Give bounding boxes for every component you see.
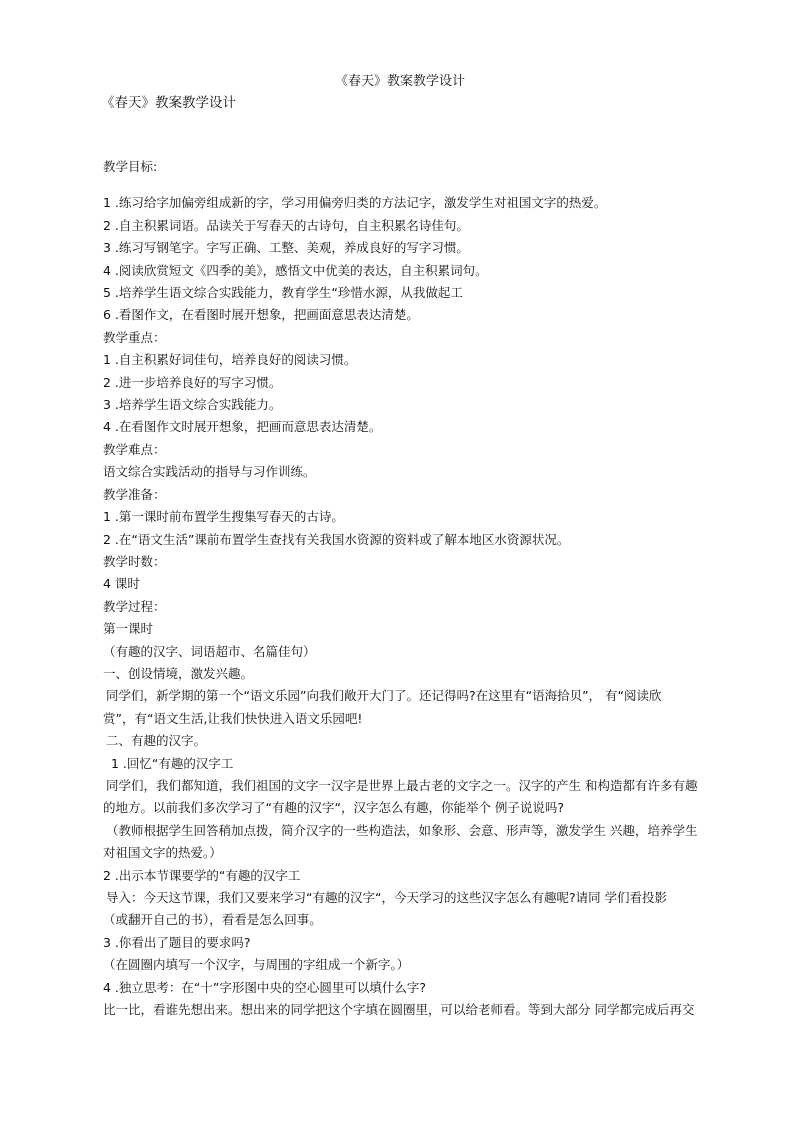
section-heading-key-points: 教学重点： (103, 329, 166, 345)
paragraph-text: 同学们，新学期的第一个“语文乐园”向我们敞开大门了。还记得吗?在这里有“语海拾贝”， 有“阅读欣 (106, 688, 662, 704)
paragraph-text: 对祖国文字的热爱。） (103, 845, 222, 861)
section-heading-objectives: 教学目标: (103, 159, 158, 174)
step-heading: 一、创设情境，激发兴趣。 (103, 665, 254, 681)
objective-item: 3 .练习写钢笔字。字写正确、工整、美观，养成良好的写字习惯。 (103, 240, 469, 256)
key-point-item: 3 .培养学生语文综合实践能力。 (103, 397, 282, 413)
hours-value: 4 课时 (103, 576, 140, 592)
paragraph-text: 导入：今天这节课，我们又要来学习“有趣的汉字“，今天学习的这些汉字怎么有趣呢?请同 学们看投影 (106, 890, 668, 905)
section-heading-hours: 教学时数： (103, 553, 166, 569)
lesson-heading: 第一课时 (103, 621, 154, 637)
objective-item: 6 .看图作文，在看图时展开想象，把画面意思表达清楚。 (103, 307, 419, 323)
objective-item: 5 .培养学生语文综合实践能力，教育学生“珍惜水源，从我做起工 (103, 285, 463, 301)
section-heading-difficulties: 教学难点： (103, 441, 166, 457)
document-subtitle: 《春天》教案教学设计 (101, 95, 236, 111)
paragraph-text: 的地方。以前我们多次学习了“有趣的汉字“，汉字怎么有趣，你能举个 例子说说吗? (103, 800, 565, 816)
preparation-item: 2 .在“语文生活”课前布置学生查找有关我国水资源的资料或了解本地区水资源状况。 (103, 531, 570, 547)
paragraph-text: 赏”，有“语文生活,让我们快快进入语文乐园吧! (103, 710, 363, 726)
difficulty-text: 语文综合实践活动的指导与习作训练。 (103, 464, 316, 480)
step-item: 2 .出示本节课要学的“有趣的汉字工 (103, 867, 301, 883)
document-title: 《春天》教案教学设计 (334, 74, 465, 89)
paragraph-text: 同学们，我们都知道，我们祖国的文字一汉字是世界上最古老的文字之一。汉字的产生 和构造都有许多有趣 (106, 777, 698, 793)
step-item: 4 .独立思考：在“十”字形图中央的空心圆里可以填什么字? (103, 979, 426, 995)
section-heading-preparation: 教学准备： (103, 486, 166, 502)
objective-item: 1 .练习给字加偏旁组成新的字，学习用偏旁归类的方法记字，激发学生对祖国文字的热爱。 (103, 195, 607, 211)
paragraph-text: （或翻开自己的书），看看是怎么回事。 (103, 912, 322, 928)
paragraph-text: （在圆圈内填写一个汉字，与周围的字组成一个新字。） (103, 957, 410, 973)
section-heading-process: 教学过程： (103, 598, 166, 614)
step-heading: 二、有趣的汉字。 (106, 733, 207, 749)
objective-item: 4 .阅读欣赏短文《四季的美》，感悟文中优美的表达，自主积累词句。 (103, 262, 488, 278)
paragraph-gap (103, 178, 703, 192)
preparation-item: 1 .第一课时前布置学生搜集写春天的古诗。 (103, 509, 344, 525)
key-point-item: 1 .自主积累好词佳句，培养良好的阅读习惯。 (103, 352, 357, 368)
paragraph-text: （教师根据学生回答稍加点拨，简介汉字的一些构造法，如象形、会意、形声等，激发学生 兴趣，培养学生 (106, 822, 698, 838)
lesson-topics: （有趣的汉字、词语超市、名篇佳句） (103, 643, 316, 659)
key-point-item: 4 .在看图作文时展开想象，把画而意思表达清楚。 (103, 419, 382, 435)
paragraph-text: 比一比，看谁先想出来。想出来的同学把这个字填在圆圈里，可以给老师看。等到大部分 同学都完成后再交 (103, 1002, 695, 1018)
objective-item: 2 .自主积累词语。品读关于写春天的古诗句，自主积累名诗佳句。 (103, 217, 469, 233)
step-item: 3 .你看出了题目的要求吗? (103, 934, 251, 950)
key-point-item: 2 .进一步培养良好的写字习惯。 (103, 374, 282, 390)
document-body (103, 156, 703, 1021)
step-item: 1 .回忆“有趣的汉字工 (111, 755, 234, 771)
